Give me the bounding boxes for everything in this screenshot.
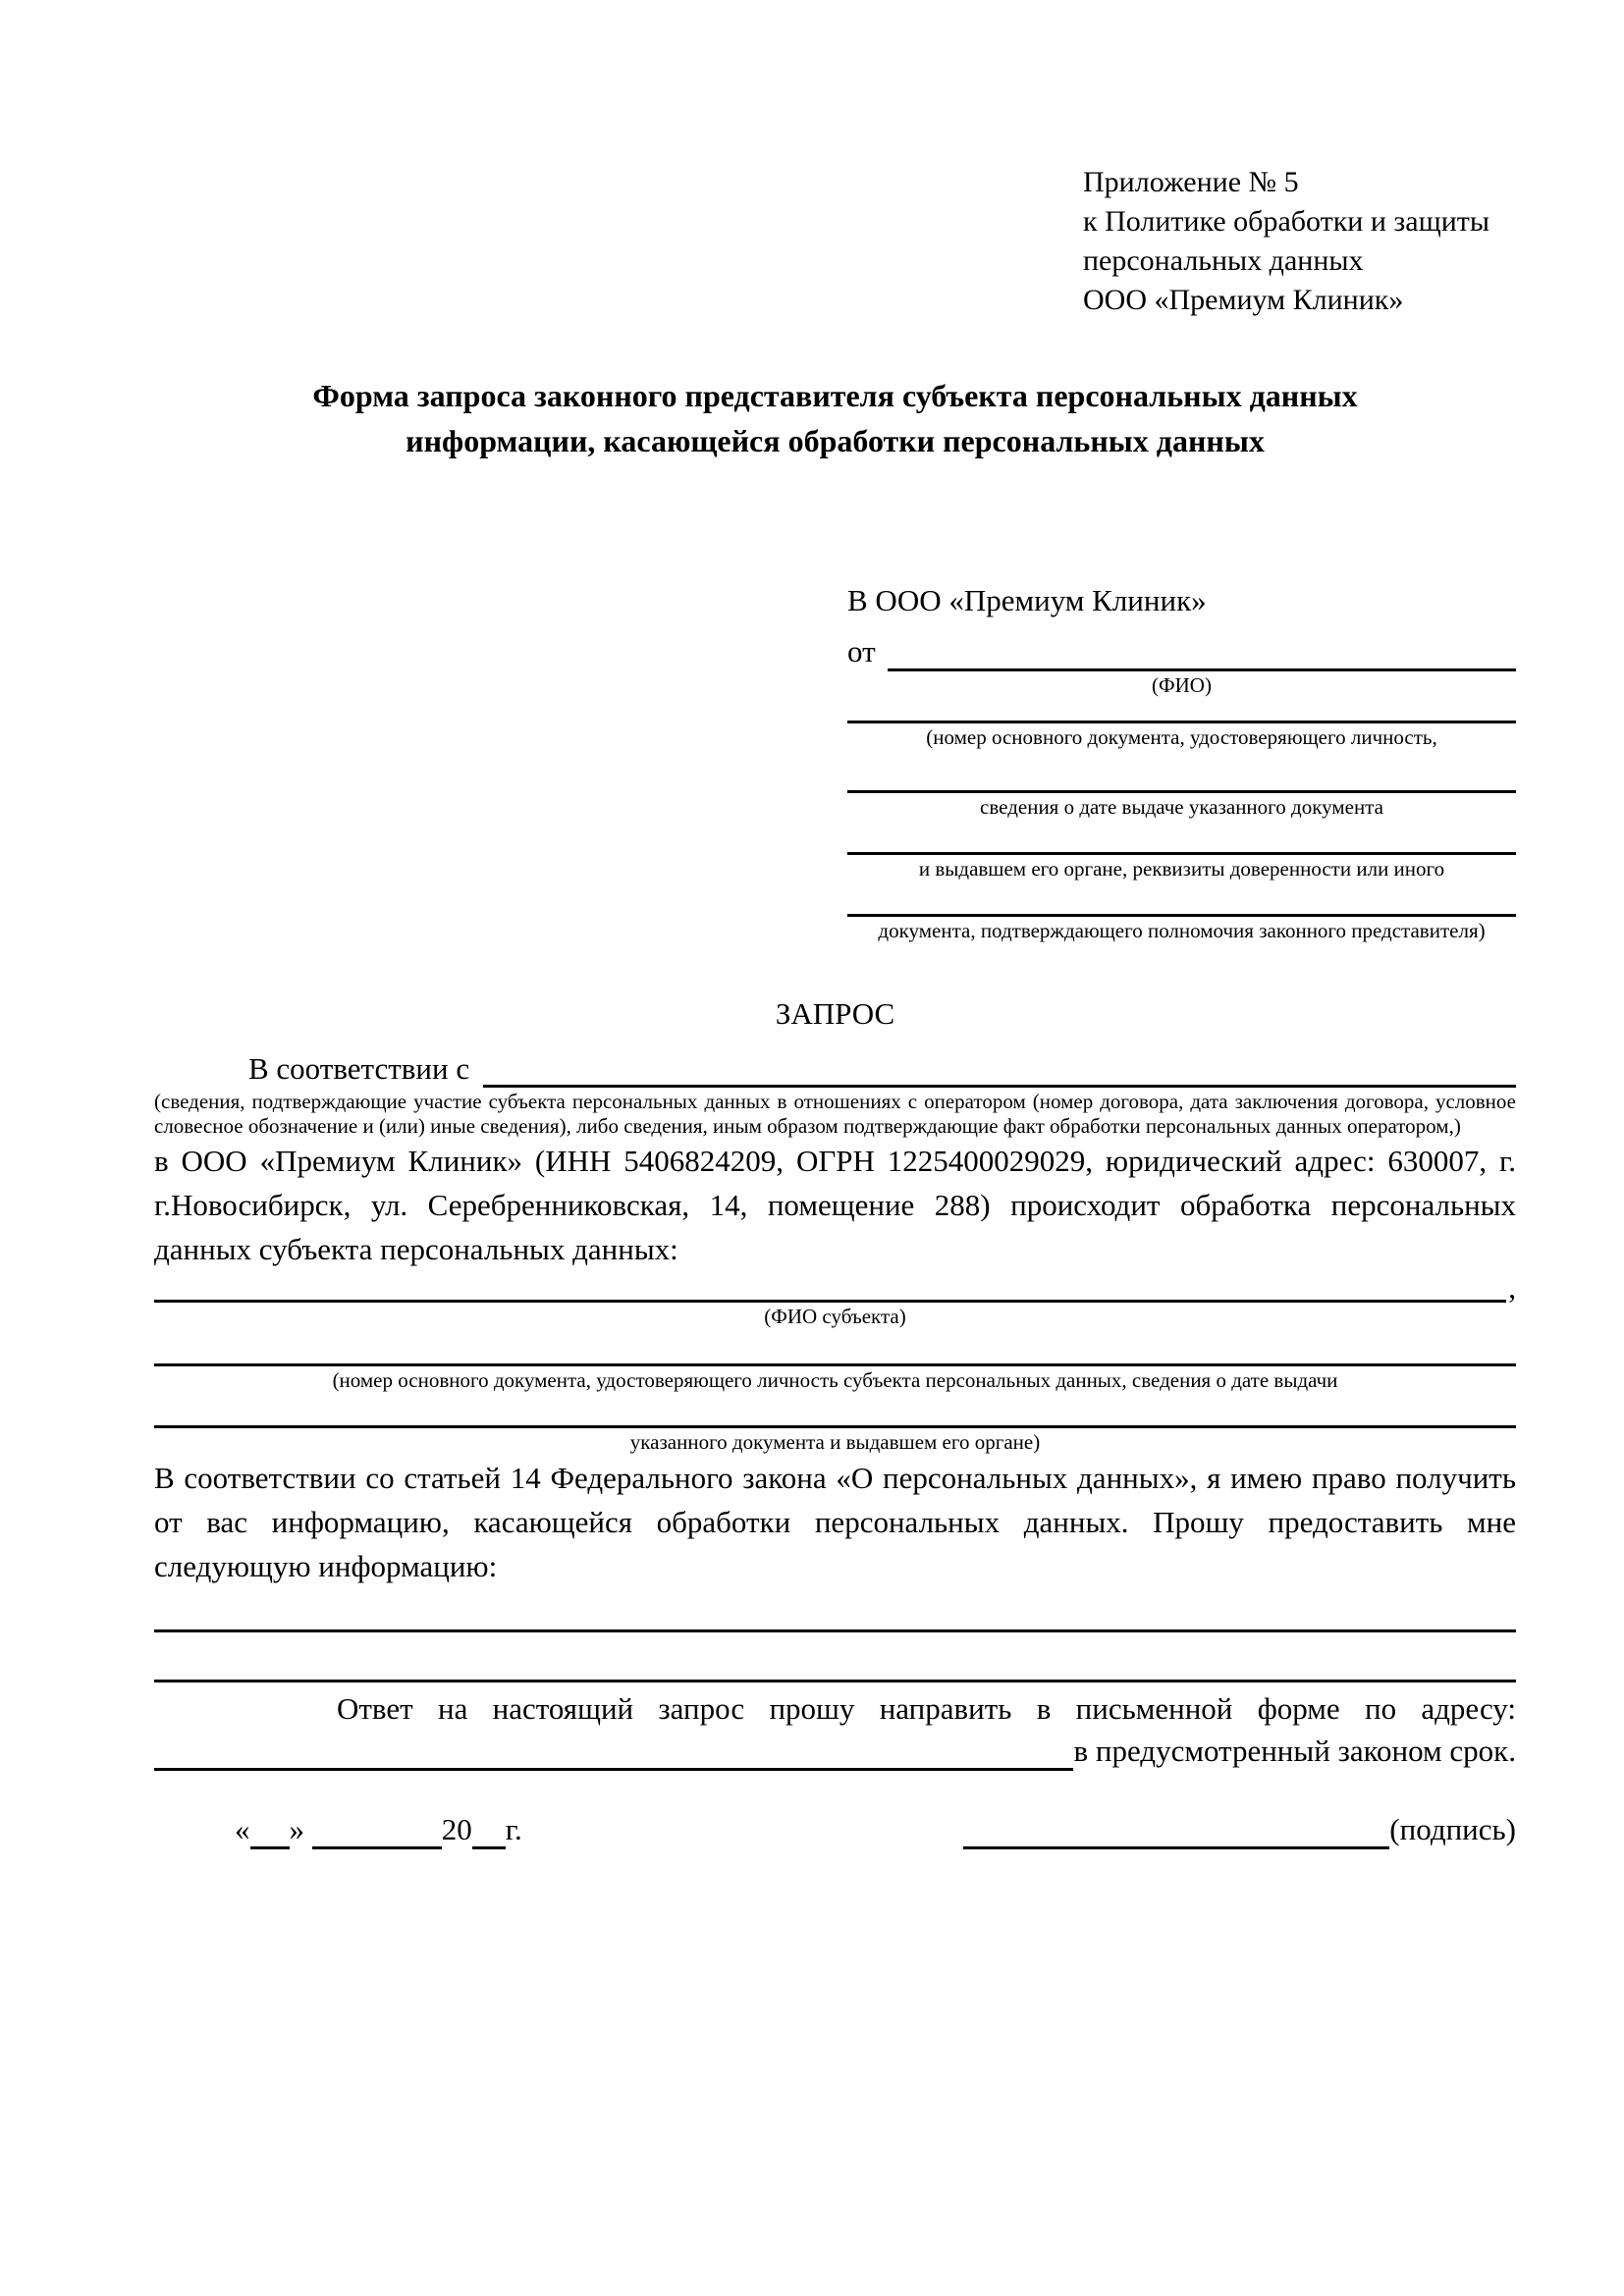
appendix-note-line: ООО «Премиум Клиник» (1083, 284, 1404, 316)
appendix-note-line: персональных данных (1083, 244, 1364, 277)
signature-row (154, 1810, 1516, 1849)
operator-paragraph: в ООО «Премиум Клиник» (ИНН 5406824209, ОГРН 1225400029029, юридический адрес: 630007, г. г.Новосибирск, ул. Серебренниковская, 14, помещение 288) происходит обработка персональных данных субъекта персональных данных: (154, 1144, 1516, 1266)
subject-doc-caption-2: указанного документа и выдавшем его органе) (629, 1430, 1041, 1454)
answer-blank-line (154, 1612, 1516, 1632)
subject-doc-blank-line (154, 1342, 1516, 1366)
date-year-prefix: 20 (441, 1812, 472, 1846)
law-paragraph: В соответствии со статьей 14 Федерального закона «О персональных данных», я имею право получить от вас информацию, касающейся обработки персональных данных. Прошу предоставить мне следующую информацию: (154, 1461, 1516, 1583)
reply-address-row (154, 1730, 1516, 1771)
signature-caption: (подпись) (1389, 1812, 1516, 1846)
subject-doc-blank-line (154, 1404, 1516, 1428)
doc-caption: документа, подтверждающего полномочия законного представителя) (878, 919, 1486, 942)
doc-caption: сведения о дате выдаче указанного документа (980, 795, 1383, 819)
trailing-comma: , (1508, 1270, 1516, 1305)
date-year-blank (472, 1817, 506, 1849)
subject-doc-caption-1: (номер основного документа, удостоверяющего личность субъекта персональных данных, сведения о дате выдачи (332, 1368, 1338, 1392)
reply-suffix: в предусмотренный законом срок. (1073, 1734, 1516, 1768)
document-title-line: Форма запроса законного представителя субъекта персональных данных (312, 378, 1358, 413)
doc-blank-line (847, 838, 1516, 855)
document-content (154, 0, 1516, 1849)
fio-caption: (ФИО) (1152, 673, 1212, 697)
subject-fio-row (154, 1270, 1516, 1305)
date-field (235, 1810, 522, 1849)
from-label: от (847, 634, 876, 668)
reply-paragraph: Ответ на настоящий запрос прошу направить в письменной форме по адресу: (337, 1691, 1516, 1726)
document-title-line: информации, касающейся обработки персональных данных (406, 423, 1265, 458)
intro-footnote: (сведения, подтверждающие участие субъекта персональных данных в отношениях с оператором (номер договора, дата заключения договора, условное словесное обозначение и (или) иные сведения), либо сведения, иным образом подтверждающие факт обработки персональных данных оператором,) (154, 1090, 1516, 1138)
date-quote-open: « (235, 1812, 250, 1846)
signature-field (963, 1810, 1516, 1849)
addressee-company: В ООО «Премиум Клиник» (847, 583, 1207, 617)
answer-blank-line (154, 1662, 1516, 1682)
date-quote-close: » (289, 1812, 304, 1846)
subject-fio-caption: (ФИО субъекта) (764, 1305, 906, 1328)
doc-caption: (номер основного документа, удостоверяющего личность, (926, 725, 1437, 749)
appendix-note-line: к Политике обработки и защиты (1083, 205, 1490, 238)
date-month-blank (312, 1817, 442, 1849)
doc-blank-line (847, 900, 1516, 917)
appendix-note-line: Приложение № 5 (1083, 166, 1299, 198)
intro-label: В соответствии с (248, 1051, 470, 1086)
subject-fio-blank-line (154, 1274, 1506, 1303)
date-day-blank (250, 1817, 290, 1849)
request-heading: ЗАПРОС (775, 996, 895, 1031)
reply-address-blank-line (154, 1735, 1073, 1771)
date-year-suffix: г. (505, 1812, 522, 1846)
appendix-note (1083, 163, 1516, 320)
addressee-block (847, 581, 1516, 942)
from-row (847, 628, 1516, 671)
doc-blank-line (847, 774, 1516, 793)
document-title (154, 373, 1516, 463)
doc-blank-line (847, 709, 1516, 723)
intro-blank-line (483, 1049, 1516, 1088)
intro-row (154, 1046, 1516, 1088)
from-blank-line (888, 631, 1516, 671)
doc-caption: и выдавшем его органе, реквизиты доверенности или иного (918, 857, 1445, 881)
signature-blank-line (963, 1813, 1389, 1849)
